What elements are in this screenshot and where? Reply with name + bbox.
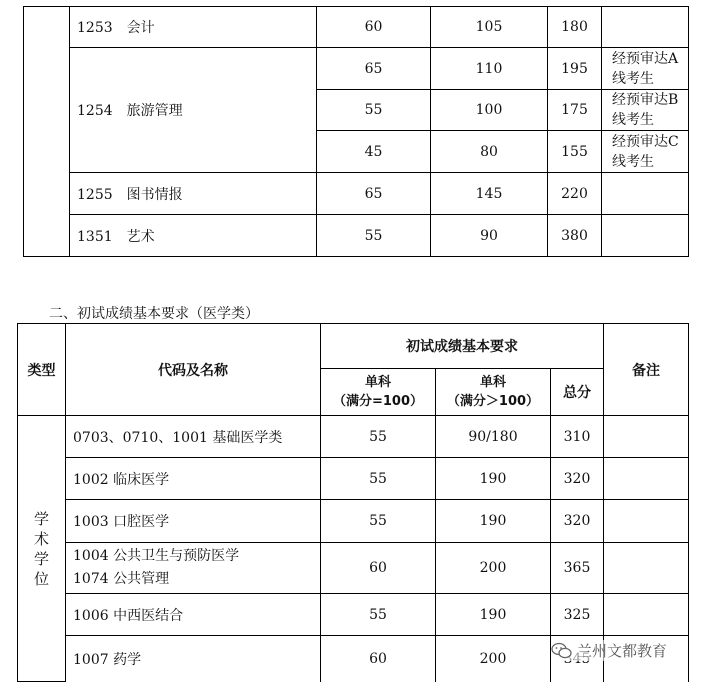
category-char: 学	[33, 509, 49, 528]
program-name: 1254 旅游管理	[70, 48, 317, 173]
single-subject-100: 45	[317, 131, 431, 173]
category-char: 术	[33, 529, 49, 548]
single-subject-100: 55	[321, 500, 436, 543]
single-subject-over-100: 190	[436, 594, 551, 636]
single-subject-over-100: 105	[431, 7, 548, 48]
table-row	[18, 543, 689, 594]
single-subject-100: 60	[321, 543, 436, 594]
single-subject-over-100: 80	[431, 131, 548, 173]
single-subject-100: 60	[321, 636, 436, 682]
category-cell	[18, 416, 66, 682]
program-name-line: 1004 公共卫生与预防医学	[73, 548, 240, 564]
table-row	[24, 48, 689, 90]
header-requirements: 初试成绩基本要求	[321, 324, 604, 369]
program-name: 1255 图书情报	[70, 173, 317, 215]
single-subject-over-100: 200	[436, 636, 551, 682]
watermark	[551, 640, 667, 661]
program-name: 1003 口腔医学	[66, 500, 321, 543]
table-row	[18, 500, 689, 543]
single-subject-over-100: 200	[436, 543, 551, 594]
single-subject-100: 60	[317, 7, 431, 48]
medical-score-table	[17, 323, 689, 682]
header-note: 备注	[604, 324, 689, 416]
header-single-range: （满分＞100）	[446, 394, 540, 409]
note-cell: 经预审达A线考生	[602, 48, 689, 90]
note-cell	[602, 173, 689, 215]
single-subject-over-100: 190	[436, 458, 551, 500]
total-score: 220	[548, 173, 602, 215]
program-name-line: 1074 公共管理	[73, 571, 170, 587]
table-row	[24, 215, 689, 257]
program-name: 0703、0710、1001 基础医学类	[66, 416, 321, 458]
single-subject-over-100: 145	[431, 173, 548, 215]
note-cell	[604, 500, 689, 543]
table-row	[24, 7, 689, 48]
program-name: 1253 会计	[70, 7, 317, 48]
total-score: 380	[548, 215, 602, 257]
header-row	[18, 324, 689, 369]
category-cell	[24, 7, 70, 257]
single-subject-100: 55	[317, 215, 431, 257]
single-subject-100: 55	[321, 416, 436, 458]
wechat-icon	[551, 642, 573, 660]
category-char: 位	[33, 569, 49, 588]
header-single-range: （满分=100）	[332, 394, 424, 409]
header-total: 总分	[551, 369, 604, 416]
note-cell	[602, 7, 689, 48]
program-name: 1351 艺术	[70, 215, 317, 257]
header-single-label: 单科	[364, 375, 391, 390]
total-score: 320	[551, 458, 604, 500]
table-row	[18, 594, 689, 636]
total-score: 320	[551, 500, 604, 543]
total-score: 310	[551, 416, 604, 458]
category-label	[18, 509, 65, 589]
header-single-label: 单科	[479, 375, 506, 390]
header-type: 类型	[18, 324, 66, 416]
single-subject-100: 55	[321, 594, 436, 636]
program-name: 1006 中西医结合	[66, 594, 321, 636]
total-score: 155	[548, 131, 602, 173]
note-cell	[604, 543, 689, 594]
single-subject-over-100: 190	[436, 500, 551, 543]
score-table-continued	[23, 6, 689, 257]
single-subject-100: 65	[317, 48, 431, 90]
note-cell	[604, 416, 689, 458]
note-cell: 经预审达B线考生	[602, 90, 689, 131]
single-subject-over-100: 100	[431, 90, 548, 131]
single-subject-over-100: 90/180	[436, 416, 551, 458]
program-name: 1002 临床医学	[66, 458, 321, 500]
table-row	[18, 416, 689, 458]
table-row	[24, 173, 689, 215]
single-subject-over-100: 110	[431, 48, 548, 90]
table-row	[18, 458, 689, 500]
note-cell	[604, 594, 689, 636]
watermark-text: 兰州文都教育	[577, 642, 668, 660]
total-score: 195	[548, 48, 602, 90]
single-subject-100: 65	[317, 173, 431, 215]
note-cell: 经预审达C线考生	[602, 131, 689, 173]
program-name	[66, 543, 321, 594]
single-subject-100: 55	[317, 90, 431, 131]
note-cell	[602, 215, 689, 257]
single-subject-over-100: 90	[431, 215, 548, 257]
single-subject-100: 55	[321, 458, 436, 500]
header-single-100	[321, 369, 436, 416]
header-code-name: 代码及名称	[66, 324, 321, 416]
header-single-over-100	[436, 369, 551, 416]
total-score: 325	[551, 594, 604, 636]
program-name: 1007 药学	[66, 636, 321, 682]
total-score: 365	[551, 543, 604, 594]
note-cell	[604, 458, 689, 500]
total-score: 180	[548, 7, 602, 48]
section-title: 二、初试成绩基本要求（医学类）	[49, 306, 259, 322]
total-score: 175	[548, 90, 602, 131]
category-char: 学	[33, 549, 49, 568]
